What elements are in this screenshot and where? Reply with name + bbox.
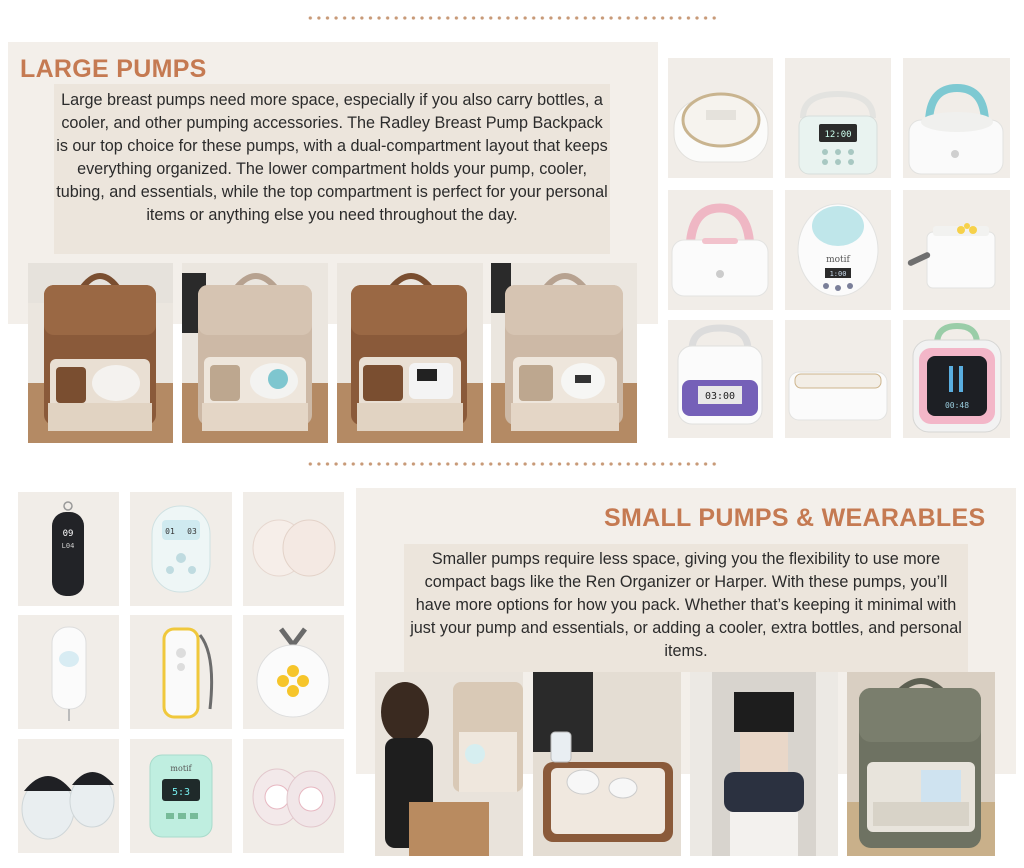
lifestyle-photo-green-backpack [847,672,995,856]
small-pump-tile-medela-round [243,615,344,729]
large-pumps-heading: LARGE PUMPS [20,55,207,83]
mint-pump-display: 12:00 [824,130,852,140]
small-pumps-description: Smaller pumps require less space, giving you the flexibility to use more compact bags like the Ren Organizer or Harper. With these pumps, you’ll have more options for how you pack. Whether that’s keeping it minimal with just your pump and essentials, or adding a cooler, extra bottles, and personal items. [404,544,968,672]
backpack-photo-brown-1 [28,263,173,443]
svg-text:motif: motif [170,764,192,773]
pump-tile-purple-screen [668,320,773,438]
small-pump-tile-motif-mint [130,739,232,853]
pump-tile-motif-oval [785,190,891,310]
motif-pump-display: 1:00 [829,270,847,278]
blue-pump-display-left: 01 [165,527,175,536]
small-pump-tile-blue-rounded [130,492,232,606]
small-pumps-heading: SMALL PUMPS & WEARABLES [604,504,986,532]
small-pump-tile-beige-cups [243,492,344,606]
lifestyle-photo-woman-bag [375,672,523,856]
lifestyle-photo-crossbody [690,672,838,856]
purple-pump-display: 03:00 [704,391,736,402]
small-pump-tile-pink-cups [243,739,344,853]
large-pumps-description: Large breast pumps need more space, especially if you also carry bottles, a cooler, and other pumping accessories. The Radley Breast Pump Backpack is our top choice for these pumps, with a dual-compartment layout that keeps everything organized. The lower compartment holds your pump, cooler, tubing, and essentials, while the top compartment is perfect for your personal items or anything else you need throughout the day. [54,84,610,254]
middle-dotted-divider [306,462,718,466]
pump-tile-pink-screen [903,320,1010,438]
small-pump-tile-black [18,492,119,606]
pump-tile-spectra-pink [668,190,773,310]
small-pump-tile-white-handheld [18,615,119,729]
pump-tile-mint-handle [785,58,891,178]
lifestyle-photo-packing-bag [533,672,681,856]
backpack-photo-brown-2 [337,263,483,443]
pump-tile-spectra-gold [668,58,773,178]
small-pump-tile-yellow-lanyard [130,615,232,729]
pink-pump-display: 00:48 [944,401,970,410]
pump-tile-flat-gold [785,320,891,438]
black-pump-display-bottom: L04 [61,542,75,550]
black-pump-display-top: 09 [62,529,74,539]
svg-text:motif: motif [826,255,850,265]
blue-pump-display-right: 03 [187,527,197,536]
pump-tile-spectra-teal [903,58,1010,178]
backpack-photo-beige-2 [491,263,637,443]
motif-wearable-display: 5:3 [171,787,191,798]
top-dotted-divider [306,16,718,20]
backpack-photo-beige-1 [182,263,328,443]
pump-tile-medela-box [903,190,1010,310]
small-pump-tile-lacvie-cups [18,739,119,853]
